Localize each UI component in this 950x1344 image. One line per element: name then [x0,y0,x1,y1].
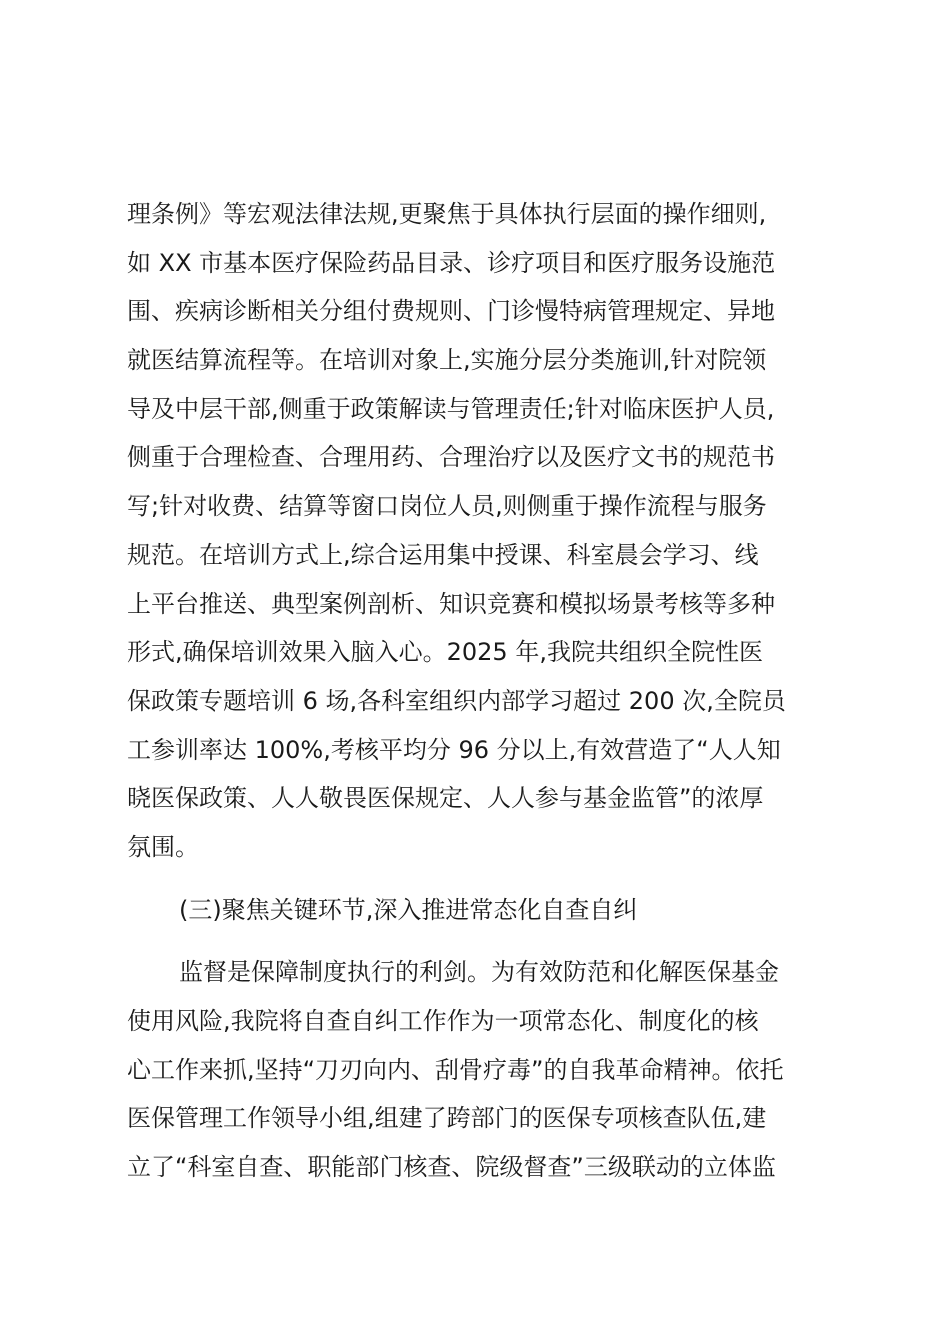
paragraph-training [127,190,827,872]
text-line: 如 XX 市基本医疗保险药品目录、诊疗项目和医疗服务设施范 [127,248,776,277]
text-line: 侧重于合理检查、合理用药、合理治疗以及医疗文书的规范书 [127,443,775,472]
text-line: 规范。在培训方式上,综合运用集中授课、科室晨会学习、线 [127,540,759,569]
text-line: 监督是保障制度执行的利剑。为有效防范和化解医保基金 [179,958,779,987]
text-line: 立了“科室自查、职能部门核查、院级督查”三级联动的立体监 [127,1153,776,1182]
text-line: 工参训率达 100%,考核平均分 96 分以上,有效营造了“人人知 [127,735,781,764]
text-line: 理条例》等宏观法律法规,更聚焦于具体执行层面的操作细则, [127,200,767,228]
text-line: 晓医保政策、人人敬畏医保规定、人人参与基金监管”的浓厚 [127,784,764,813]
document-body [127,190,827,1192]
text-line: 使用风险,我院将自查自纠工作作为一项常态化、制度化的核 [127,1007,759,1035]
text-line: 医保管理工作领导小组,组建了跨部门的医保专项核查队伍,建 [127,1104,767,1133]
text-line: 上平台推送、典型案例剖析、知识竞赛和模拟场景考核等多种 [127,589,775,618]
text-line: 心工作来抓,坚持“刀刃向内、刮骨疗毒”的自我革命精神。依托 [127,1055,784,1084]
paragraph-self-inspection [127,948,827,1191]
text-line: 形式,确保培训效果入脑入心。2025 年,我院共组织全院性医 [127,638,763,667]
text-line: 保政策专题培训 6 场,各科室组织内部学习超过 200 次,全院员 [127,686,786,715]
section-heading: (三)聚焦关键环节,深入推进常态化自查自纠 [179,895,638,924]
text-line: 就医结算流程等。在培训对象上,实施分层分类施训,针对院领 [127,346,767,375]
text-line: 导及中层干部,侧重于政策解读与管理责任;针对临床医护人员, [127,394,775,423]
text-line: 写;针对收费、结算等窗口岗位人员,则侧重于操作流程与服务 [127,492,767,521]
text-line: 围、疾病诊断相关分组付费规则、门诊慢特病管理规定、异地 [127,297,775,326]
text-line: 氛围。 [127,832,199,861]
